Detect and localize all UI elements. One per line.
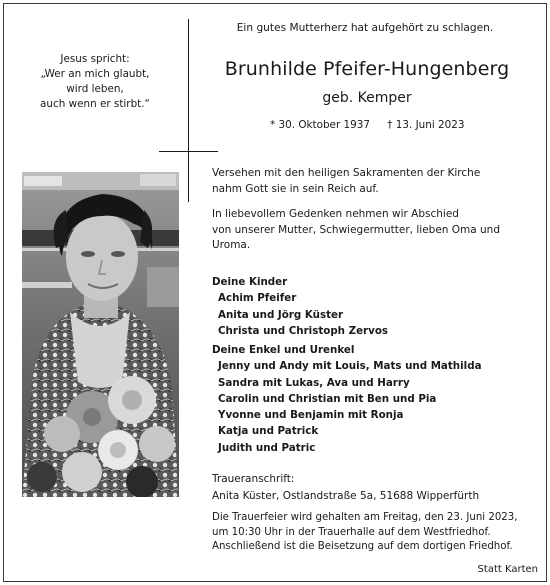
intro-paragraph-1 [212, 166, 480, 197]
family-member: Christa und Christoph Zervos [218, 324, 389, 337]
intro-paragraph-2 [212, 207, 500, 254]
quote-line: Jesus spricht: [60, 53, 130, 65]
address-value: Anita Küster, Ostlandstraße 5a, 51688 Wipperfürth [212, 490, 480, 502]
family-member: Carolin und Christian mit Ben und Pia [218, 392, 437, 405]
text-line: Anschließend ist die Beisetzung auf dem dortigen Friedhof. [212, 541, 513, 553]
maiden-name: geb. Kemper [322, 90, 412, 106]
family-member: Judith und Patric [218, 441, 316, 454]
text-line: von unserer Mutter, Schwiegermutter, lieben Oma und [212, 223, 501, 236]
quote-line: wird leben, [66, 83, 124, 95]
grandchildren-list [212, 342, 482, 456]
ceremony-details [212, 511, 532, 555]
quote-line: auch wenn er stirbt.“ [40, 98, 150, 110]
cross-vertical-bar [188, 19, 189, 202]
text-line: Die Trauerfeier wird gehalten am Freitag, den 23. Juni 2023, [212, 512, 518, 523]
children-list [212, 274, 388, 339]
birth-date: * 30. Oktober 1937 [270, 119, 370, 131]
family-member: Achim Pfeifer [218, 292, 297, 305]
portrait-photo-graphic [22, 172, 179, 497]
text-line: um 10:30 Uhr in der Trauerhalle auf dem Westfriedhof. [212, 526, 491, 538]
text-line: Versehen mit den heiligen Sakramenten der Kirche [212, 167, 481, 179]
children-heading: Deine Kinder [212, 276, 288, 288]
text-line: In liebevollem Gedenken nehmen wir Abschied [212, 208, 459, 220]
statt-karten-note: Statt Karten [477, 564, 538, 575]
family-member: Sandra mit Lukas, Ava und Harry [218, 376, 410, 389]
death-date: † 13. Juni 2023 [387, 119, 465, 131]
quote-line: „Wer an mich glaubt, [40, 68, 150, 80]
text-line: Uroma. [212, 239, 251, 252]
mourning-address [212, 471, 479, 505]
family-member: Jenny und Andy mit Louis, Mats und Mathilda [218, 360, 482, 373]
family-member: Anita und Jörg Küster [218, 308, 344, 321]
life-dates [270, 119, 464, 131]
bible-quote [20, 52, 170, 112]
family-member: Katja und Patrick [218, 425, 319, 438]
text-line: nahm Gott sie in sein Reich auf. [212, 182, 379, 195]
family-member: Yvonne und Benjamin mit Ronja [218, 409, 404, 422]
grandchildren-heading: Deine Enkel und Urenkel [212, 344, 355, 356]
cross-horizontal-bar [159, 151, 218, 152]
address-label: Traueranschrift: [212, 473, 295, 485]
portrait-photo [22, 172, 179, 497]
deceased-name: Brunhilde Pfeifer-Hungenberg [224, 58, 510, 80]
motto-line: Ein gutes Mutterherz hat aufgehört zu schlagen. [236, 22, 494, 34]
